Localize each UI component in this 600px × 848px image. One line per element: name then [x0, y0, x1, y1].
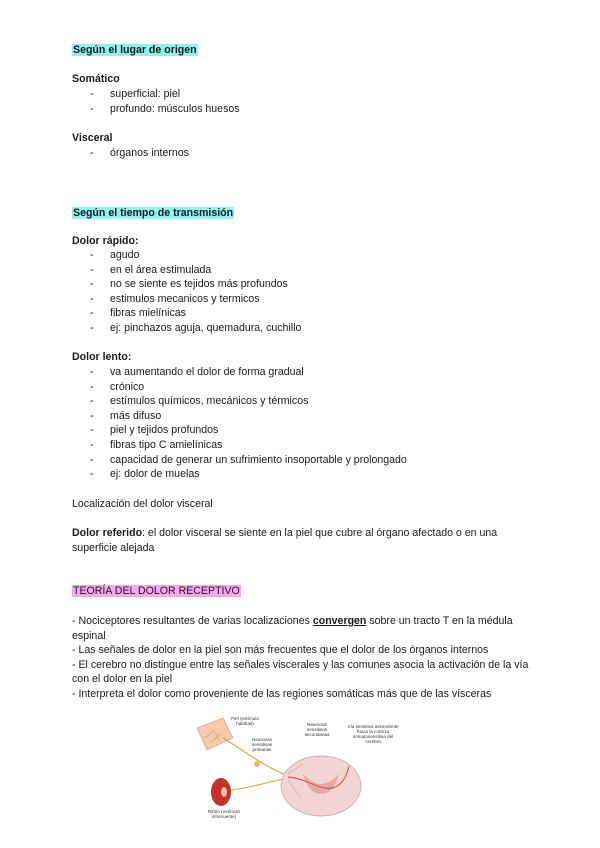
label-rinon: Riñón (estímulo infrecuente) [207, 809, 241, 819]
section-heading-origen: Según el lugar de origen [73, 44, 197, 56]
dolor-referido-term: Dolor referido [72, 527, 143, 539]
teoria-point-4: - Interpreta el dolor como proveniente de las regiones somáticas más que de las vísceras [72, 687, 492, 700]
teoria-point-3: - El cerebro no distingue entre las señales viscerales y las comunes asocia la activación de la vía con el dolor en la piel [72, 658, 529, 686]
list-item: - piel y tejidos profundos [72, 423, 407, 438]
section-heading-teoria: TEORÍA DEL DOLOR RECEPTIVO [73, 585, 240, 597]
list-item: - órganos internos [72, 146, 189, 161]
list-item: - ej: dolor de muelas [72, 467, 407, 482]
list-item: - fibras tipo C amielínicas [72, 438, 407, 453]
label-via-ascendente: Vía sensitiva ascendente hacia la corteza somatosensitiva del cerebro [347, 724, 399, 744]
subheading-somatico: Somático [72, 73, 120, 85]
teoria-point-1: - Nociceptores resultantes de varias localizaciones convergen sobre un tracto T en la médula espinal [72, 615, 513, 642]
visceral-nerve-fiber [231, 778, 288, 790]
list-item: - más difuso [72, 409, 407, 424]
teoria-paragraphs [72, 614, 532, 702]
list-item: - capacidad de generar un sufrimiento insoportable y prolongado [72, 453, 407, 468]
list-item: - no se siente es tejidos más profundos [72, 277, 301, 292]
dolor-referido-paragraph [72, 526, 532, 555]
list-item: - profundo: músculos huesos [72, 102, 240, 117]
label-neuronas-primarias: Neuronas sensitivas primarias [251, 737, 273, 752]
subheading-dolor-lento: Dolor lento: [72, 351, 132, 363]
list-dolor-rapido [72, 248, 301, 336]
list-item: - superficial: piel [72, 87, 240, 102]
list-visceral [72, 146, 189, 161]
list-item: - crónico [72, 380, 407, 395]
subheading-visceral: Visceral [72, 132, 113, 144]
label-piel: Piel (estímulo habitual) [231, 716, 259, 726]
list-item: - estímulos químicos, mecánicos y térmicos [72, 394, 407, 409]
dorsal-ganglion [254, 761, 260, 767]
list-item: - en el área estimulada [72, 263, 301, 278]
list-item: - ej: pinchazos aguja, quemadura, cuchillo [72, 321, 301, 336]
list-dolor-lento [72, 365, 407, 482]
dolor-referido-text: : el dolor visceral se siente en la piel que cubre al órgano afectado o en una superficie alejada [72, 527, 498, 554]
referred-pain-diagram [193, 714, 409, 824]
list-item: - fibras mielínicas [72, 306, 301, 321]
subheading-dolor-rapido: Dolor rápido: [72, 235, 139, 247]
teoria-point-2: - Las señales de dolor en la piel son más frecuentes que el dolor de los órganos internos [72, 644, 489, 657]
list-item: - va aumentando el dolor de forma gradual [72, 365, 407, 380]
section-heading-tiempo: Según el tiempo de transmisión [73, 207, 234, 219]
list-item: - estimulos mecanicos y termicos [72, 292, 301, 307]
localizacion-text: Localización del dolor visceral [72, 498, 213, 510]
label-neuronas-secundarias: Neuronas sensitivas secundarias [304, 722, 330, 737]
list-item: - agudo [72, 248, 301, 263]
convergen-emphasis: convergen [312, 615, 367, 627]
list-somatico [72, 87, 240, 116]
